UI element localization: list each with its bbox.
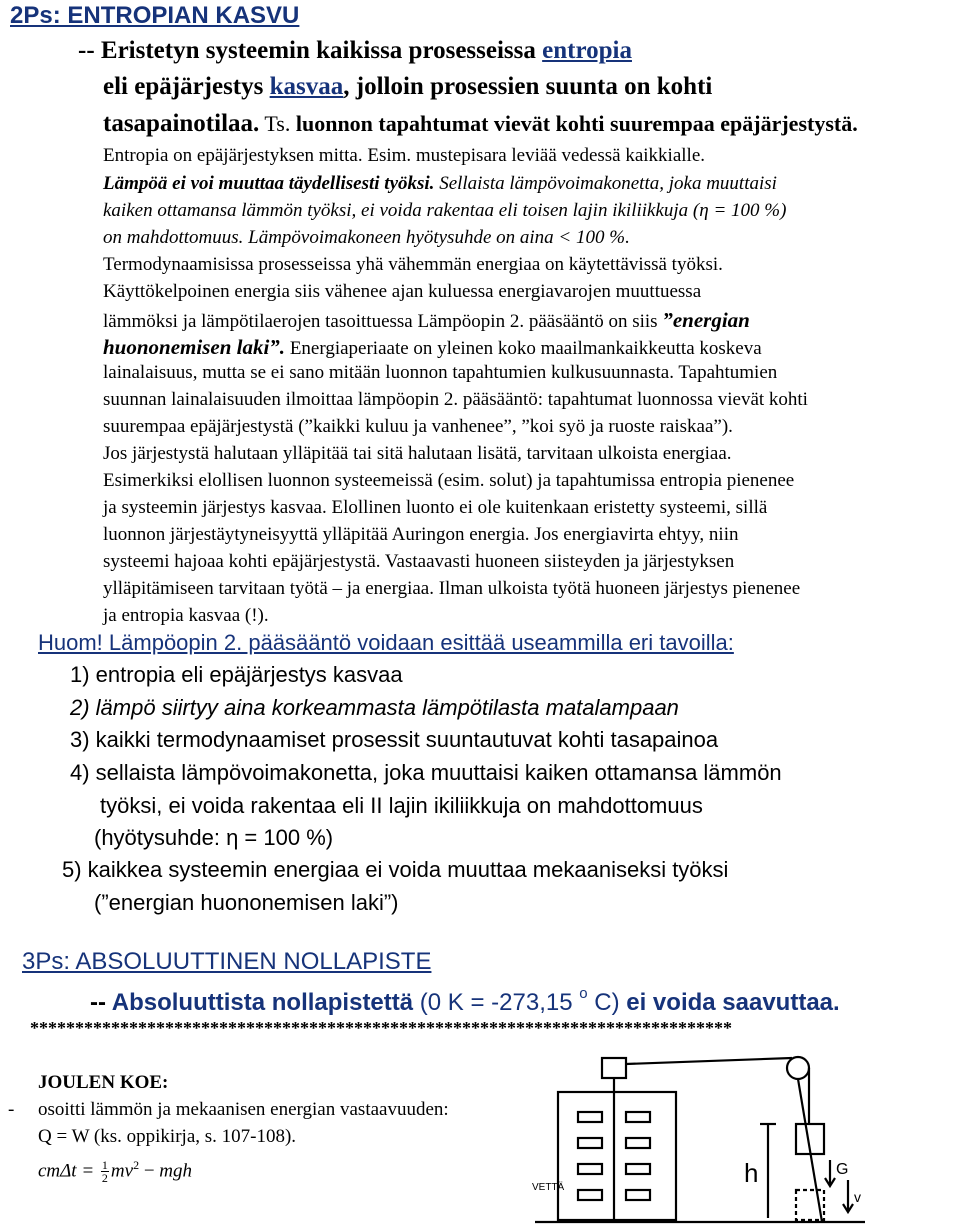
- rule-item-5-note: (”energian huononemisen laki”): [94, 890, 399, 915]
- section2-subtitle-line2: [103, 73, 712, 101]
- diagram-paddle: [626, 1164, 650, 1174]
- line10-bold: ”energian: [662, 308, 750, 332]
- entropia-link[interactable]: entropia: [542, 37, 632, 64]
- formula-mv: mv: [110, 1160, 134, 1182]
- formula-denominator: 2: [101, 1171, 108, 1186]
- section3-title: 3Ps: ABSOLUUTTINEN NOLLAPISTE: [22, 948, 432, 975]
- section3-line: [90, 985, 840, 1017]
- line3-rest: luonnon tapahtumat vievät kohti suurempaa epäjärjestystä.: [295, 111, 858, 136]
- formula-minus: −: [143, 1160, 155, 1182]
- section2-line14: suurempaa epäjärjestystä (”kaikki kuluu ja vanhenee”, ”koi syö ja ruoste raiskaa”).: [103, 416, 733, 437]
- joule-line2: Q = W (ks. oppikirja, s. 107-108).: [38, 1126, 297, 1147]
- rule-item-3: 3) kaikki termodynaamiset prosessit suuntautuvat kohti tasapainoa: [70, 727, 719, 752]
- diagram-string: [626, 1058, 792, 1064]
- diagram-container: [558, 1092, 676, 1220]
- diagram-label-h: h: [744, 1158, 759, 1188]
- line3-ts: Ts.: [259, 111, 296, 136]
- subtitle-prefix: -- Eristetyn systeemin kaikissa prosesseissa: [78, 37, 543, 64]
- diagram-paddle: [578, 1138, 602, 1148]
- section2-line8: Termodynaamisissa prosesseissa yhä vähemmän energiaa on käytettävissä työksi.: [103, 254, 723, 275]
- section3-bold1: Absoluuttista nollapistettä: [111, 989, 414, 1016]
- diagram-label-g: G: [836, 1161, 849, 1178]
- section3-value-post: C): [587, 989, 627, 1016]
- diagram-paddle: [578, 1112, 602, 1122]
- subtitle-suffix: , jolloin prosessien suunta on kohti: [343, 73, 713, 100]
- separator-line: ******************************************************************************: [30, 1018, 732, 1038]
- diagram-label-v: v: [854, 1189, 861, 1205]
- section2-subtitle-line1: [78, 37, 632, 65]
- section2-line18: luonnon järjestäytyneisyyttä ylläpitää Auringon energia. Jos energiavirta ehtyy, niin: [103, 524, 739, 545]
- section2-line3: [103, 110, 858, 138]
- section2-line20: ylläpitämiseen tarvitaan työtä – ja energiaa. Ilman ulkoista työtä huoneen järjestys pienenee: [103, 578, 801, 599]
- rule-item-5: 5) kaikkea systeemin energiaa ei voida muuttaa mekaaniseksi työksi: [62, 857, 729, 882]
- rule-item-4-note: (hyötysuhde: η = 100 %): [94, 825, 334, 850]
- diagram-paddle: [626, 1138, 650, 1148]
- rule-item-2: 2) lämpö siirtyy aina korkeammasta lämpötilasta matalampaan: [70, 695, 679, 720]
- formula-left: cmΔt =: [38, 1160, 95, 1182]
- section2-line10: [103, 308, 750, 333]
- section2-line4: Entropia on epäjärjestyksen mitta. Esim. mustepisara leviää vedessä kaikkialle.: [103, 145, 706, 166]
- diagram-paddle: [578, 1190, 602, 1200]
- degree-symbol: o: [579, 985, 588, 1002]
- section2-line11: [103, 335, 762, 360]
- diagram-paddle: [578, 1164, 602, 1174]
- joule-heading: JOULEN KOE:: [38, 1072, 169, 1093]
- line5-bold: Lämpöä ei voi muuttaa täydellisesti työksi.: [103, 173, 435, 194]
- diagram-paddle: [626, 1112, 650, 1122]
- section3-value-pre: (0 K = -273,15: [413, 989, 580, 1016]
- huom-heading: Huom! Lämpöopin 2. pääsääntö voidaan esittää useammilla eri tavoilla:: [38, 630, 734, 655]
- line3-bold: tasapainotilaa.: [103, 110, 260, 137]
- formula-fraction: [101, 1159, 109, 1184]
- section2-line17: ja systeemin järjestys kasvaa. Elollinen luonto ei ole kuitenkaan eristetty systeemi, sillä: [103, 497, 768, 518]
- diagram-pulley: [787, 1057, 809, 1079]
- rule-item-4-cont: työksi, ei voida rakentaa eli II lajin ikiliikkuja on mahdottomuus: [100, 793, 703, 818]
- section2-line13: suunnan lainalaisuuden ilmoittaa lämpöopin 2. pääsääntö: tapahtumat luonnossa vievät kohti: [103, 389, 808, 410]
- kasvaa-link[interactable]: kasvaa: [269, 73, 344, 100]
- section3-bold2: ei voida saavuttaa.: [626, 989, 840, 1016]
- line11-rest: Energiaperiaate on yleinen koko maailmankaikkeutta koskeva: [285, 338, 762, 359]
- rule-item-1: 1) entropia eli epäjärjestys kasvaa: [70, 662, 403, 687]
- section2-line6: kaiken ottamansa lämmön työksi, ei voida rakentaa eli toisen lajin ikiliikkuja (η = 100 %): [103, 200, 787, 221]
- joule-line1: osoitti lämmön ja mekaanisen energian vastaavuuden:: [38, 1099, 449, 1120]
- section3-dash: --: [90, 989, 112, 1016]
- section2-line15: Jos järjestystä halutaan ylläpitää tai sitä halutaan lisätä, tarvitaan ulkoista energiaa.: [103, 443, 732, 464]
- formula-exponent: 2: [133, 1158, 140, 1172]
- line10-prefix: lämmöksi ja lämpötilaerojen tasoittuessa Lämpöopin 2. pääsääntö on siis: [103, 311, 663, 332]
- line11-bold: huononemisen laki”.: [103, 335, 286, 359]
- diagram-crank: [602, 1058, 626, 1078]
- section2-line12: lainalaisuus, mutta se ei sano mitään luonnon tapahtumien kulkusuunnasta. Tapahtumien: [103, 362, 778, 383]
- formula-mgh: mgh: [159, 1160, 193, 1182]
- line5-rest: Sellaista lämpövoimakonetta, joka muuttaisi: [434, 173, 777, 194]
- diagram-paddle: [626, 1190, 650, 1200]
- section2-line19: systeemi hajoaa kohti epäjärjestystä. Vastaavasti huoneen siisteyden ja järjestyksen: [103, 551, 735, 572]
- formula-numerator: 1: [101, 1158, 108, 1173]
- section2-line16: Esimerkiksi elollisen luonnon systeemeissä (esim. solut) ja tapahtumissa entropia pienenee: [103, 470, 795, 491]
- section2-line7: on mahdottomuus. Lämpövoimakoneen hyötysuhde on aina < 100 %.: [103, 227, 630, 248]
- section2-title: 2Ps: ENTROPIAN KASVU: [10, 2, 300, 29]
- subtitle-mid: eli epäjärjestys: [103, 73, 270, 100]
- diagram-signature: VETTÄ: [532, 1182, 565, 1193]
- rule-item-4: 4) sellaista lämpövoimakonetta, joka muuttaisi kaiken ottamansa lämmön: [70, 760, 782, 785]
- joule-formula: [38, 1158, 192, 1184]
- section2-line5: [103, 173, 777, 195]
- joule-apparatus-diagram: [530, 1050, 870, 1228]
- section2-line9: Käyttökelpoinen energia siis vähenee ajan kuluessa energiavarojen muuttuessa: [103, 281, 702, 302]
- section2-line21: ja entropia kasvaa (!).: [103, 605, 269, 626]
- joule-dash: -: [8, 1099, 15, 1120]
